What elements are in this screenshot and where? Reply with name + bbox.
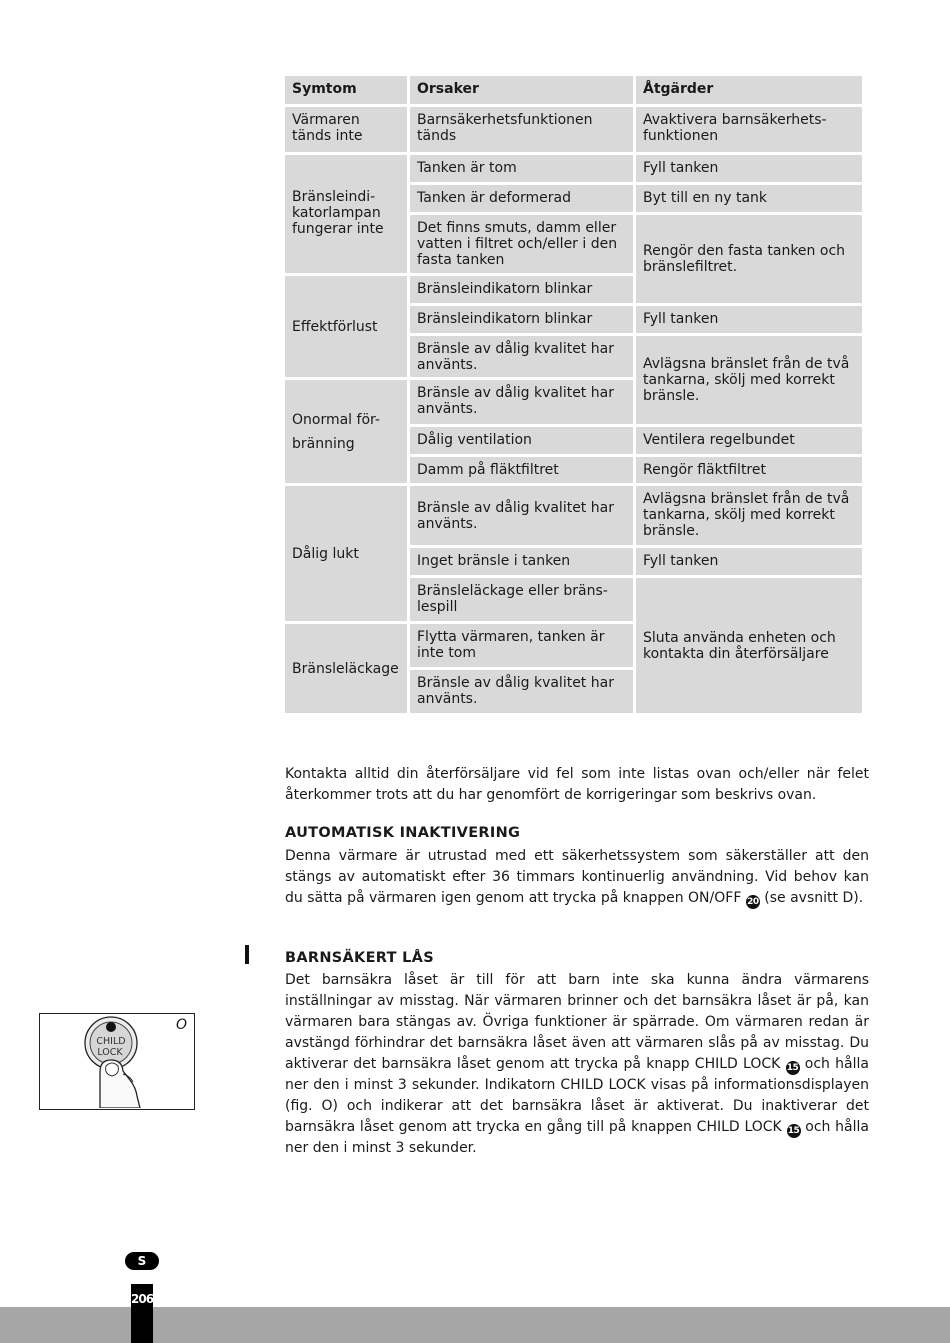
- symptom-cell: Värmaren tänds inte: [285, 107, 407, 152]
- header-symptom: Symtom: [285, 76, 407, 104]
- auto-off-text-part: (se avsnitt D).: [759, 890, 864, 906]
- language-badge: S: [125, 1252, 159, 1270]
- action-text: Rengör den fasta tanken och bränslefiltret.: [643, 243, 846, 275]
- cause-cell: Bränsleläckage eller bräns- lespill: [410, 578, 633, 621]
- button-label-line2: LOCK: [97, 1047, 123, 1058]
- auto-off-text-part: Denna värmare är utrustad med ett säkerhetssystem som säkerställer att den stängs av automatiskt efter 36 timmars kontinuerlig användning. Vid behov kan du sätta på värmaren igen genom att trycka på knappen ON/OFF: [285, 848, 869, 906]
- child-lock-text-part: Det barnsäkra låset är till för att barn inte ska kunna ändra värmarens inställningar av misstag. När värmaren brinner och det barnsäkra låset är på, kan värmaren bara stängas av. Övriga funktioner är spärrade. Om värmaren redan är avstängd förhindrar det barnsäkra låset även att värmaren slås på av misstag. Du aktiverar det barnsäkra låset genom att trycka på knapp CHILD LOCK: [285, 972, 869, 1072]
- child-lock-figure: [39, 1013, 195, 1110]
- child-lock-text-part: och hålla ner den i minst 3 sekunder.: [285, 1119, 869, 1156]
- cause-cell: Bränsle av dålig kvalitet har använts.: [410, 670, 633, 713]
- symptom-text: Dålig lukt: [292, 545, 359, 562]
- action-cell: Fyll tanken: [636, 155, 862, 182]
- auto-off-text: [285, 846, 869, 909]
- cause-cell: Bränsleindikatorn blinkar: [410, 276, 633, 303]
- action-cell: [636, 215, 862, 303]
- action-cell: Byt till en ny tank: [636, 185, 862, 212]
- action-cell: Fyll tanken: [636, 548, 862, 575]
- action-cell: Avaktivera barnsäkerhets- funktionen: [636, 107, 862, 152]
- symptom-cell: [285, 624, 407, 713]
- section-marker: [245, 945, 249, 964]
- symptom-cell: Bränsleindi- katorlampan fungerar inte: [285, 155, 407, 273]
- cause-cell: Tanken är tom: [410, 155, 633, 182]
- symptom-text: Bränsleläckage: [292, 660, 399, 677]
- cause-cell: Bränsleindikatorn blinkar: [410, 306, 633, 333]
- finger-pressing-button-illustration: [40, 1014, 193, 1108]
- action-cell: Fyll tanken: [636, 306, 862, 333]
- cause-cell: Damm på fläktfiltret: [410, 457, 633, 483]
- symptom-cell: [285, 486, 407, 621]
- symptom-cell: [285, 276, 407, 377]
- child-lock-text-part: och hålla ner den i minst 3 sekunder. Indikatorn CHILD LOCK visas på informationsdisplayen (fig. O) och indikerar att det barnsäkra låset är aktiverat. Du inaktiverar det barnsäkra låset genom att trycka en gång till på knappen CHILD LOCK: [285, 1056, 869, 1135]
- action-text: Sluta använda enheten och kontakta din återförsäljare: [643, 629, 836, 662]
- page-number: 206: [131, 1292, 154, 1306]
- action-cell: Avlägsna bränslet från de två tankarna, skölj med korrekt bränsle.: [636, 486, 862, 545]
- child-lock-heading: BARNSÄKERT LÅS: [285, 950, 434, 966]
- cause-cell: Bränsle av dålig kvalitet har använts.: [410, 336, 633, 377]
- cause-text: Bränsle av dålig kvalitet har använts.: [417, 499, 614, 532]
- symptom-cell: [285, 380, 407, 483]
- button-label-line1: CHILD: [96, 1036, 126, 1047]
- header-action: Åtgärder: [636, 76, 862, 104]
- ref-number-badge: 15: [787, 1126, 800, 1136]
- figure-label: O: [176, 1017, 188, 1033]
- action-cell: [636, 578, 862, 713]
- header-cause: Orsaker: [410, 76, 633, 104]
- child-lock-text: [285, 970, 869, 1159]
- cause-cell: [410, 486, 633, 545]
- cause-cell: Inget bränsle i tanken: [410, 548, 633, 575]
- cause-cell: Barnsäkerhetsfunktionen tänds: [410, 107, 633, 152]
- action-cell: Ventilera regelbundet: [636, 427, 862, 454]
- cause-cell: Dålig ventilation: [410, 427, 633, 454]
- ref-number-badge: 15: [786, 1063, 799, 1073]
- action-text: Avlägsna bränslet från de två tankarna, skölj med korrekt bränsle.: [643, 356, 850, 404]
- cause-cell: Flytta värmaren, tanken är inte tom: [410, 624, 633, 667]
- cause-cell: Det finns smuts, damm eller vatten i filtret och/eller i den fasta tanken: [410, 215, 633, 273]
- cause-cell: Tanken är deformerad: [410, 185, 633, 212]
- action-cell: [636, 336, 862, 424]
- symptom-text: Onormal för- bränning: [292, 411, 380, 452]
- contact-note: Kontakta alltid din återförsäljare vid fel som inte listas ovan och/eller när felet återkommer trots att du har genomfört de korrigeringar som beskrivs ovan.: [285, 766, 869, 803]
- auto-off-heading: AUTOMATISK INAKTIVERING: [285, 825, 521, 841]
- action-cell: Rengör fläktfiltret: [636, 457, 862, 483]
- cause-cell: Bränsle av dålig kvalitet har använts.: [410, 380, 633, 424]
- ref-number-badge: 20: [747, 897, 759, 907]
- symptom-text: Effektförlust: [292, 318, 378, 335]
